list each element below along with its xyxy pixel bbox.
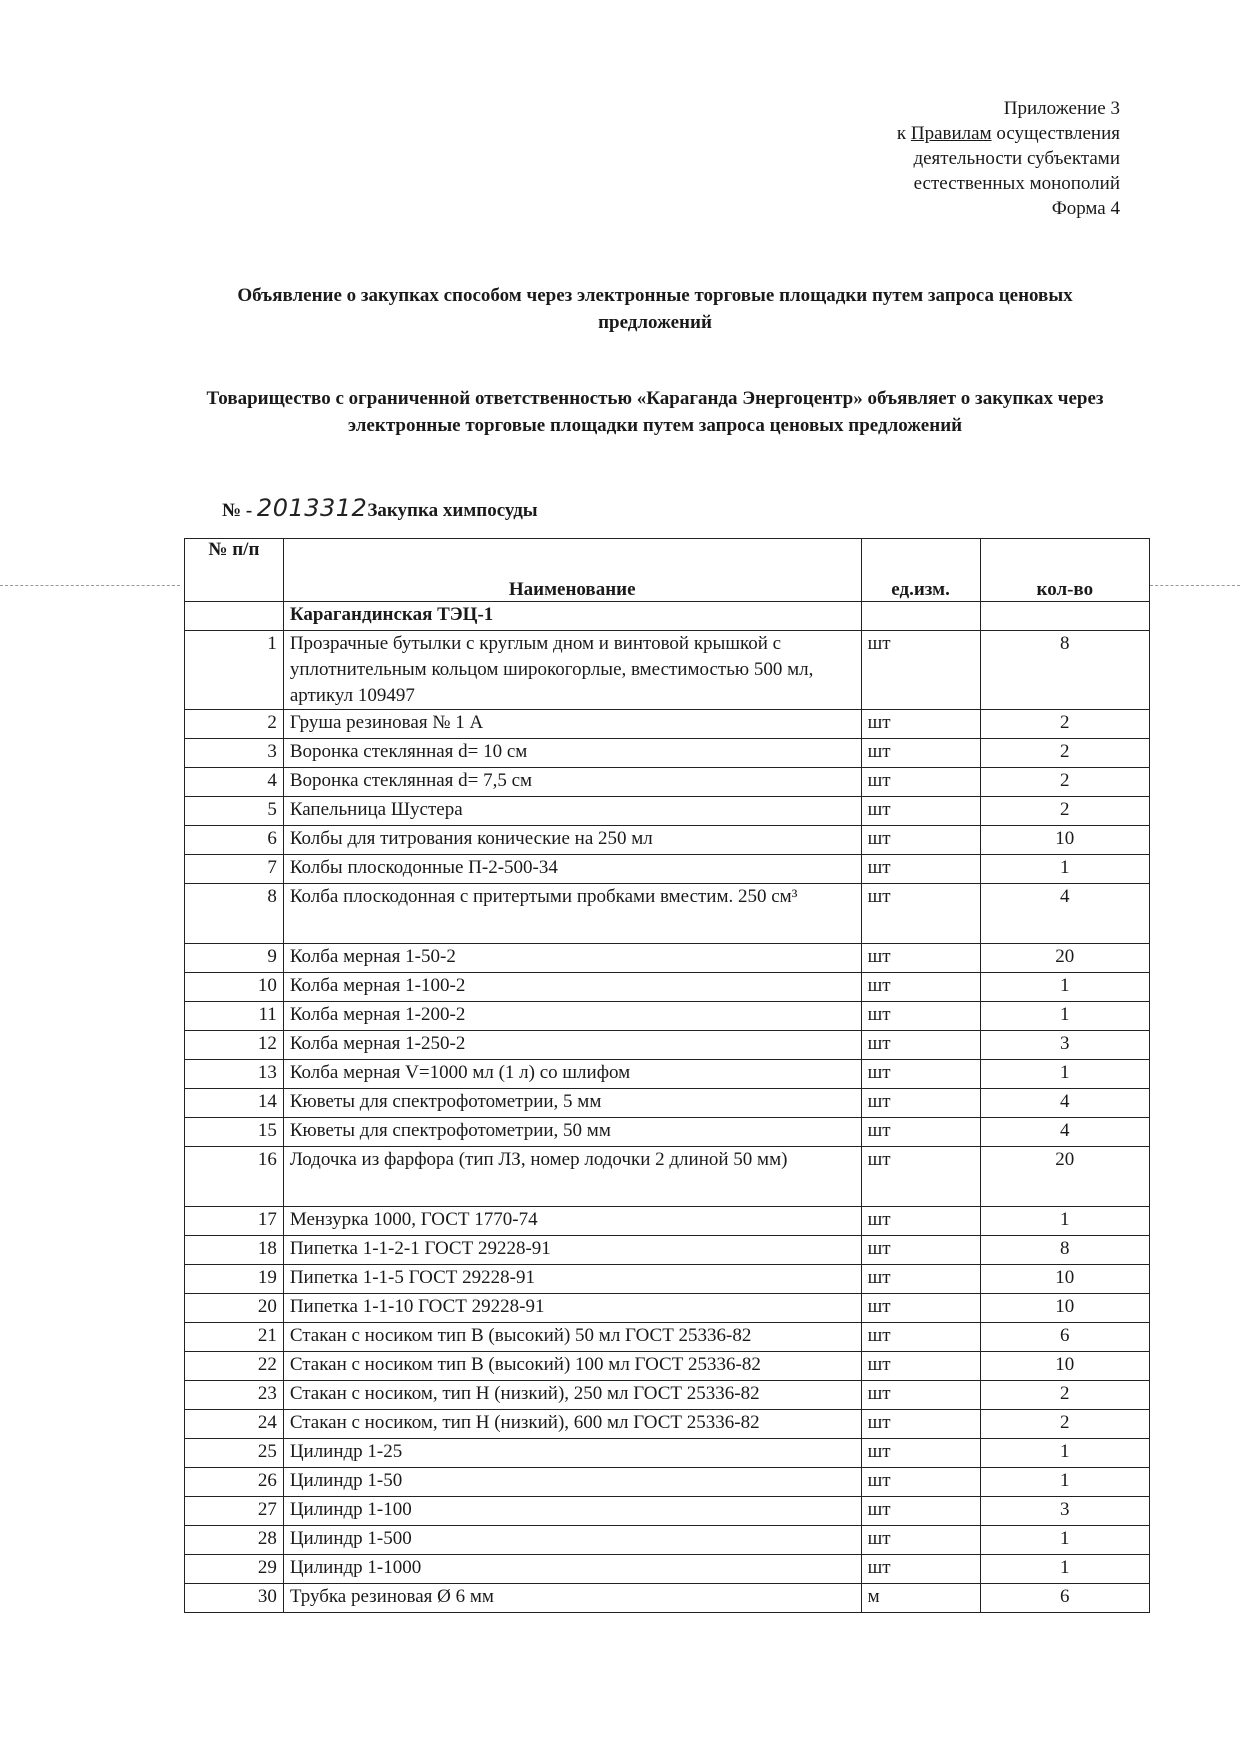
table-row [185,1118,1150,1147]
row-number: 15 [185,1118,284,1147]
table-row [185,1294,1150,1323]
row-unit: шт [861,1002,980,1031]
table-row [185,1497,1150,1526]
items-table [184,538,1150,1613]
row-number: 21 [185,1323,284,1352]
row-unit: шт [861,1207,980,1236]
row-number: 25 [185,1439,284,1468]
row-quantity: 2 [980,710,1149,739]
row-name: Прозрачные бутылки с круглым дном и винтовой крышкой с уплотнительным кольцом широкогорлые, вместимостью 500 мл, артикул 109497 [283,631,861,710]
row-number: 19 [185,1265,284,1294]
rules-link: Правилам [910,123,992,144]
row-number: 2 [185,710,284,739]
row-name: Трубка резиновая Ø 6 мм [283,1584,861,1613]
table-row [185,973,1150,1002]
row-name: Кюветы для спектрофотометрии, 5 мм [283,1089,861,1118]
row-unit: шт [861,884,980,944]
table-row [185,826,1150,855]
table-row [185,1207,1150,1236]
row-name: Стакан с носиком тип В (высокий) 50 мл ГОСТ 25336-82 [283,1323,861,1352]
row-number: 17 [185,1207,284,1236]
row-number: 10 [185,973,284,1002]
row-unit: шт [861,739,980,768]
table-row [185,1147,1150,1207]
table-row [185,768,1150,797]
row-name: Колба мерная 1-100-2 [283,973,861,1002]
row-unit: шт [861,1468,980,1497]
row-name: Колбы плоскодонные П-2-500-34 [283,855,861,884]
table-row [185,1002,1150,1031]
row-number: 5 [185,797,284,826]
scan-dash-right [1150,585,1240,586]
row-unit: шт [861,1381,980,1410]
table-row [185,1439,1150,1468]
row-quantity: 10 [980,1294,1149,1323]
row-unit: шт [861,1439,980,1468]
row-unit: шт [861,944,980,973]
row-name: Цилиндр 1-500 [283,1526,861,1555]
row-name: Груша резиновая № 1 А [283,710,861,739]
header-appendix: Приложение 3 [1003,98,1120,119]
row-unit: шт [861,1555,980,1584]
row-number: 28 [185,1526,284,1555]
row-unit: шт [861,1497,980,1526]
row-number: 4 [185,768,284,797]
handwritten-number: 2013312 [256,494,368,522]
table-row [185,1265,1150,1294]
row-name: Цилиндр 1-25 [283,1439,861,1468]
row-unit: шт [861,1294,980,1323]
row-number: 24 [185,1410,284,1439]
procurement-number-line [222,494,538,522]
row-quantity: 1 [980,1002,1149,1031]
row-unit: шт [861,1526,980,1555]
row-number: 23 [185,1381,284,1410]
row-quantity: 1 [980,1526,1149,1555]
table-row [185,1323,1150,1352]
table-row [185,855,1150,884]
row-name: Воронка стеклянная d= 10 см [283,739,861,768]
row-unit: шт [861,973,980,1002]
row-unit: шт [861,1147,980,1207]
table-row [185,1381,1150,1410]
row-quantity: 1 [980,973,1149,1002]
row-unit: шт [861,1410,980,1439]
row-unit: шт [861,710,980,739]
row-quantity: 1 [980,855,1149,884]
row-unit: шт [861,1323,980,1352]
row-number: 27 [185,1497,284,1526]
row-number: 20 [185,1294,284,1323]
header-rules-line: к Правилам осуществления [896,123,1120,144]
row-name: Стакан с носиком тип В (высокий) 100 мл ГОСТ 25336-82 [283,1352,861,1381]
row-quantity: 8 [980,631,1149,710]
table-row [185,631,1150,710]
row-quantity: 2 [980,797,1149,826]
header-form-number: Форма 4 [1051,198,1120,219]
table-row [185,1060,1150,1089]
row-name: Колба мерная 1-200-2 [283,1002,861,1031]
row-quantity: 10 [980,1352,1149,1381]
row-quantity: 4 [980,1089,1149,1118]
row-unit: шт [861,1265,980,1294]
row-unit: шт [861,1060,980,1089]
header-unit: ед.изм. [861,539,980,602]
row-unit: шт [861,1031,980,1060]
row-name: Цилиндр 1-100 [283,1497,861,1526]
row-number: 13 [185,1060,284,1089]
row-unit: шт [861,768,980,797]
table-row [185,1089,1150,1118]
row-number: 8 [185,884,284,944]
row-unit: шт [861,1352,980,1381]
header-qty: кол-во [980,539,1149,602]
table-row [185,1584,1150,1613]
row-name: Кюветы для спектрофотометрии, 50 мм [283,1118,861,1147]
procurement-title: Закупка химпосуды [367,500,538,521]
row-name: Воронка стеклянная d= 7,5 см [283,768,861,797]
row-number: 14 [185,1089,284,1118]
header-line4: естественных монополий [913,173,1120,194]
row-name: Цилиндр 1-50 [283,1468,861,1497]
row-name: Пипетка 1-1-10 ГОСТ 29228-91 [283,1294,861,1323]
section-label: Карагандинская ТЭЦ-1 [283,602,861,631]
row-number: 1 [185,631,284,710]
row-name: Пипетка 1-1-5 ГОСТ 29228-91 [283,1265,861,1294]
row-unit: шт [861,1118,980,1147]
row-quantity: 1 [980,1468,1149,1497]
row-name: Колба мерная 1-50-2 [283,944,861,973]
form-header [820,96,1120,221]
table-row [185,1468,1150,1497]
row-name: Лодочка из фарфора (тип ЛЗ, номер лодочки 2 длиной 50 мм) [283,1147,861,1207]
row-unit: шт [861,1089,980,1118]
table-row [185,1352,1150,1381]
number-prefix: № - [222,500,257,521]
row-number: 30 [185,1584,284,1613]
row-name: Стакан с носиком, тип Н (низкий), 600 мл ГОСТ 25336-82 [283,1410,861,1439]
table-row [185,1236,1150,1265]
row-unit: м [861,1584,980,1613]
row-quantity: 8 [980,1236,1149,1265]
section-row [185,602,1150,631]
row-number: 7 [185,855,284,884]
header-num: № п/п [185,539,284,602]
header-line3: деятельности субъектами [913,148,1120,169]
table-row [185,797,1150,826]
row-quantity: 2 [980,768,1149,797]
row-unit: шт [861,631,980,710]
table-row [185,1555,1150,1584]
row-quantity: 6 [980,1584,1149,1613]
row-quantity: 6 [980,1323,1149,1352]
row-number: 3 [185,739,284,768]
table-row [185,884,1150,944]
table-row [185,944,1150,973]
row-number: 26 [185,1468,284,1497]
document-title: Объявление о закупках способом через электронные торговые площадки путем запроса ценовых предложений [237,285,1073,333]
row-quantity: 20 [980,1147,1149,1207]
table-row [185,1031,1150,1060]
row-number: 6 [185,826,284,855]
row-unit: шт [861,855,980,884]
row-quantity: 2 [980,1410,1149,1439]
row-name: Капельница Шустера [283,797,861,826]
row-quantity: 1 [980,1207,1149,1236]
table-row [185,739,1150,768]
row-quantity: 20 [980,944,1149,973]
row-unit: шт [861,826,980,855]
row-number: 18 [185,1236,284,1265]
row-unit: шт [861,797,980,826]
row-unit: шт [861,1236,980,1265]
table-row [185,710,1150,739]
row-number: 29 [185,1555,284,1584]
row-name: Колбы для титрования конические на 250 мл [283,826,861,855]
row-quantity: 1 [980,1439,1149,1468]
row-name: Пипетка 1-1-2-1 ГОСТ 29228-91 [283,1236,861,1265]
row-number: 12 [185,1031,284,1060]
row-number: 9 [185,944,284,973]
row-quantity: 2 [980,739,1149,768]
scan-dash-left [0,585,180,586]
row-quantity: 1 [980,1060,1149,1089]
row-name: Колба мерная 1-250-2 [283,1031,861,1060]
row-name: Мензурка 1000, ГОСТ 1770-74 [283,1207,861,1236]
row-name: Цилиндр 1-1000 [283,1555,861,1584]
row-quantity: 10 [980,1265,1149,1294]
row-quantity: 4 [980,1118,1149,1147]
row-name: Колба мерная V=1000 мл (1 л) со шлифом [283,1060,861,1089]
row-number: 11 [185,1002,284,1031]
table-row [185,1410,1150,1439]
row-quantity: 4 [980,884,1149,944]
row-name: Стакан с носиком, тип Н (низкий), 250 мл ГОСТ 25336-82 [283,1381,861,1410]
row-quantity: 1 [980,1555,1149,1584]
row-name: Колба плоскодонная с притертыми пробками вместим. 250 см³ [283,884,861,944]
document-subtitle: Товарищество с ограниченной ответственностью «Караганда Энергоцентр» объявляет о закупках через электронные торговые площадки путем запроса ценовых предложений [206,388,1104,436]
row-quantity: 10 [980,826,1149,855]
row-quantity: 3 [980,1031,1149,1060]
row-quantity: 2 [980,1381,1149,1410]
row-quantity: 3 [980,1497,1149,1526]
row-number: 16 [185,1147,284,1207]
table-header-row [185,539,1150,602]
header-name: Наименование [283,539,861,602]
table-row [185,1526,1150,1555]
row-number: 22 [185,1352,284,1381]
